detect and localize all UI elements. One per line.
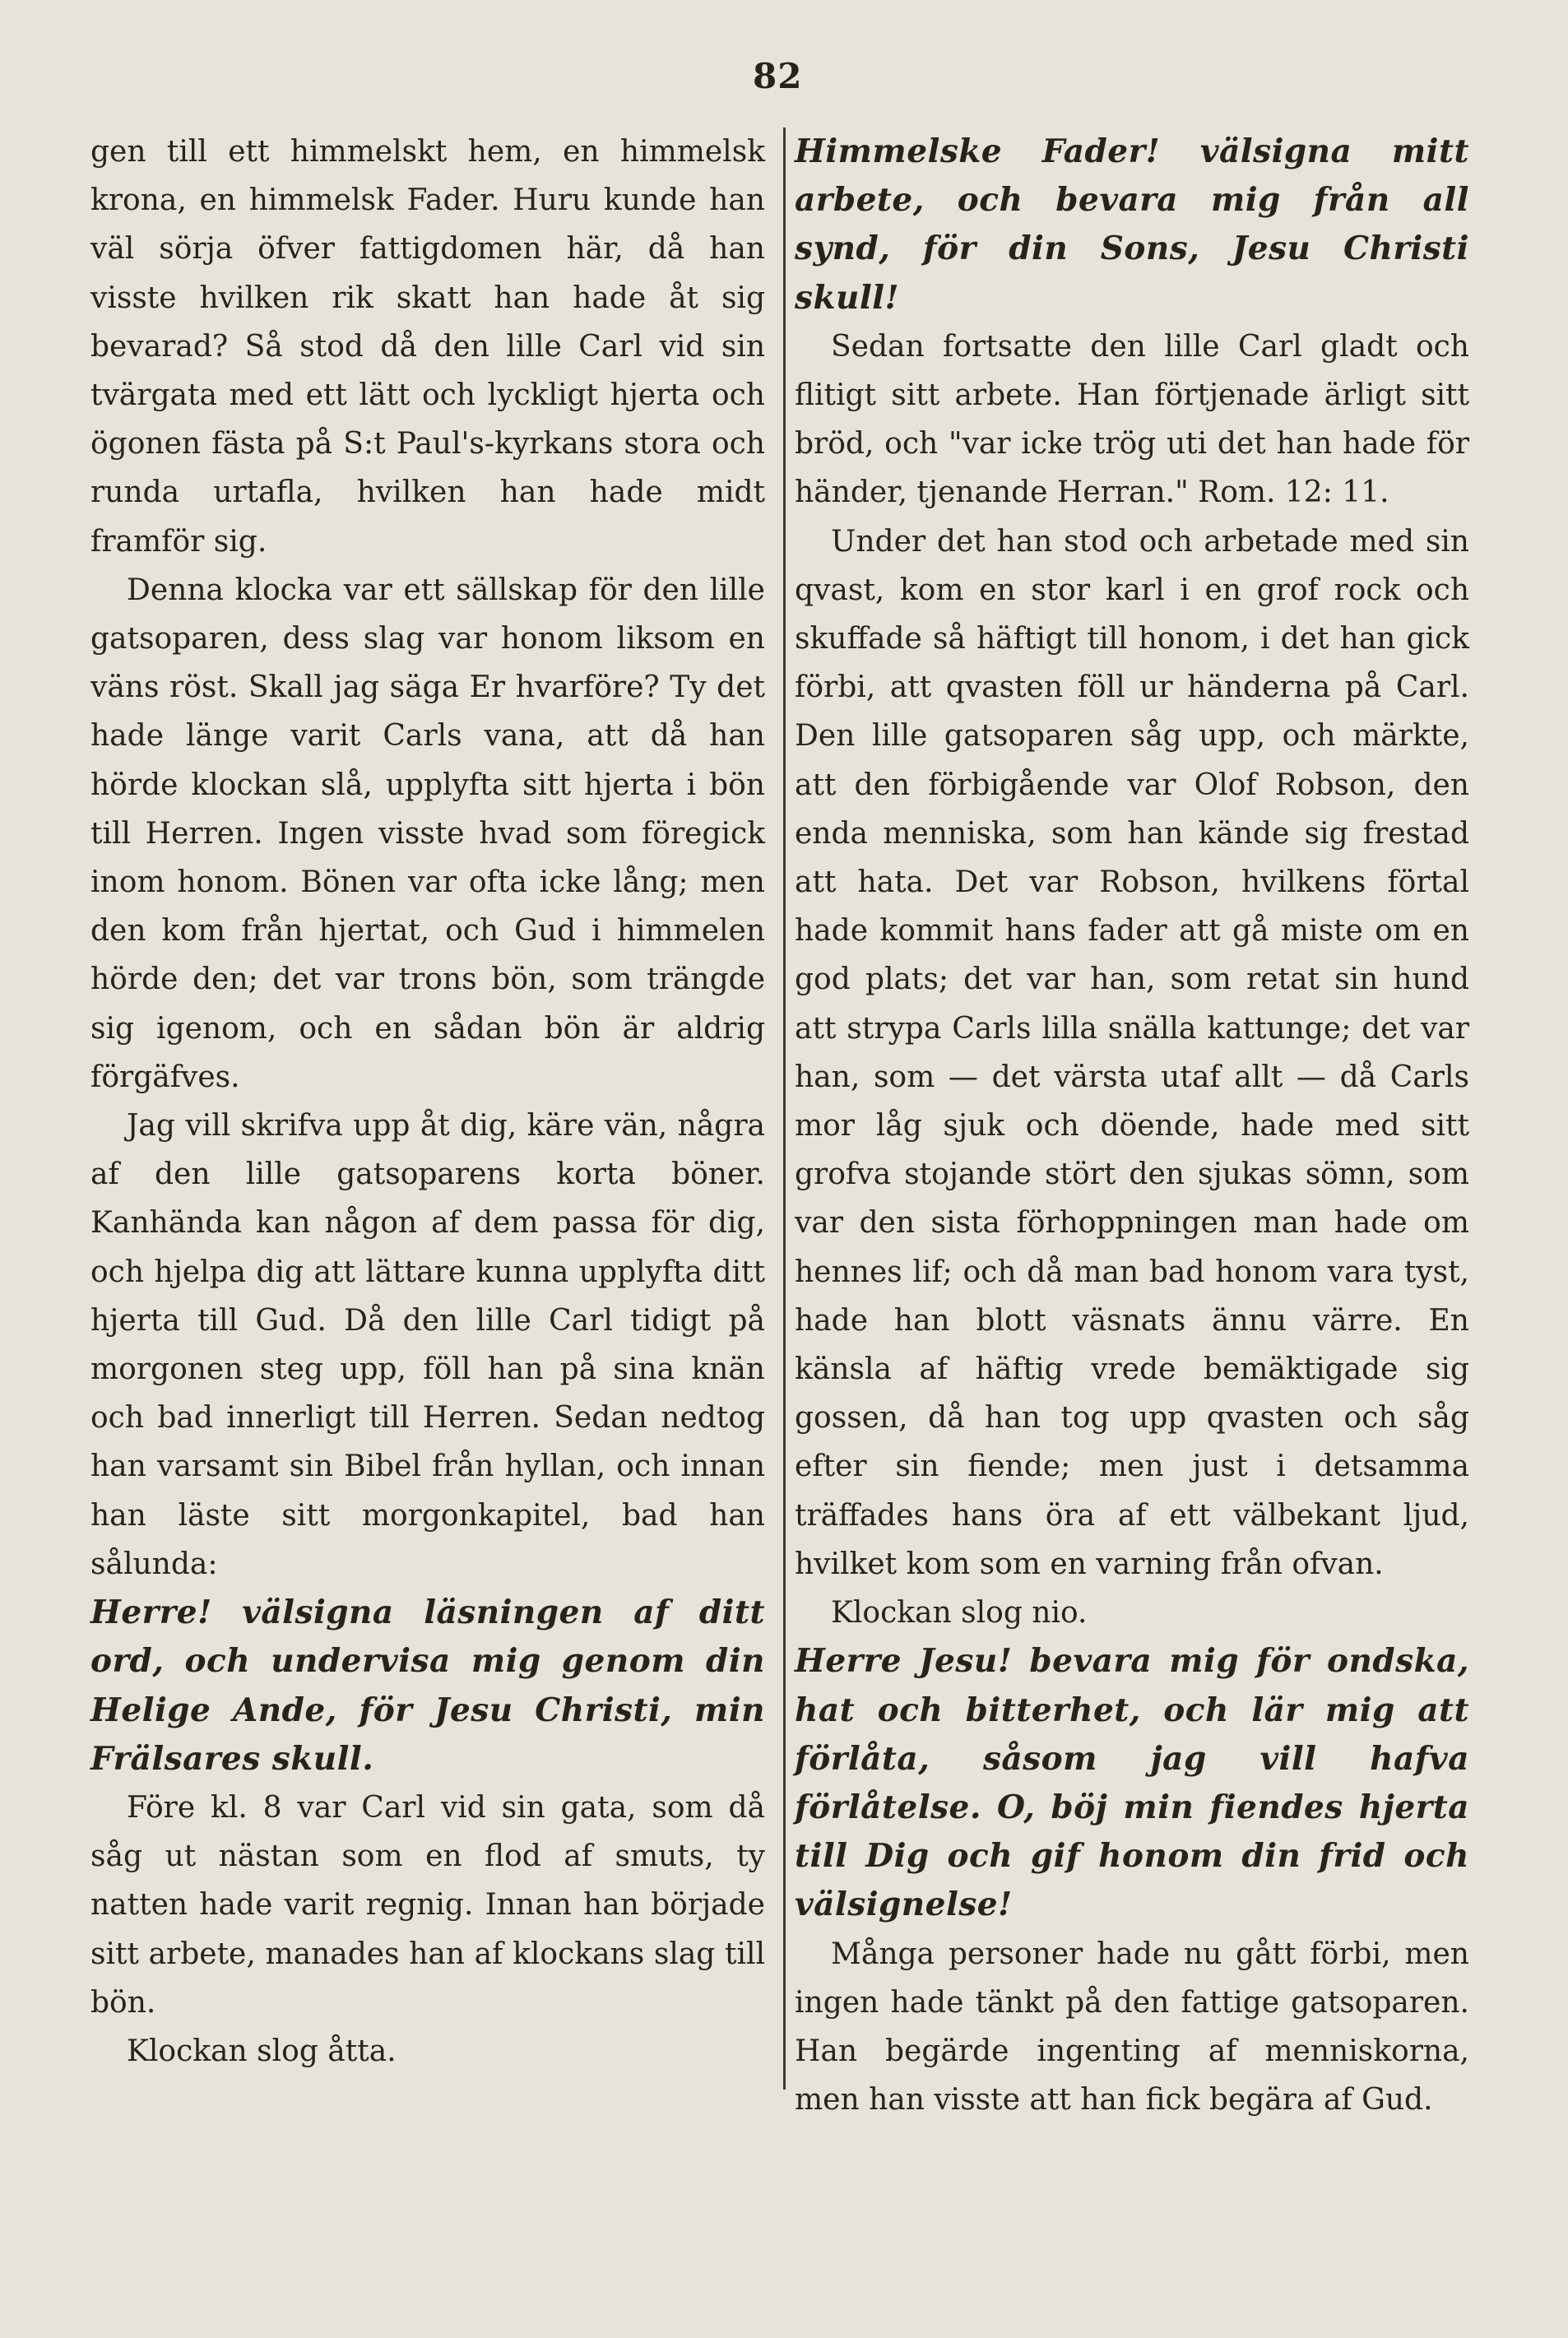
paragraph: Många personer hade nu gått förbi, men ingen hade tänkt på den fattige gatsoparen. Han begärde ingenting af menniskorna, men han visste att han fick begära af Gud. [795, 1937, 1469, 2118]
column-divider [783, 128, 786, 2090]
paragraph: gen till ett himmelskt hem, en himmelsk krona, en himmelsk Fader. Huru kunde han väl sörja öfver fattigdomen här, då han visste hvilken rik skatt han hade åt sig bevarad? Så stod då den lille Carl vid sin tvärgata med ett lätt och lyckligt hjerta och ögonen fästa på S:t Paul's-kyrkans stora och runda urtafla, hvilken han hade midt framför sig. [90, 135, 765, 559]
page-number: 82 [753, 56, 803, 96]
paragraph: Klockan slog åtta. [127, 2034, 397, 2068]
paragraph: Före kl. 8 var Carl vid sin gata, som då såg ut nästan som en flod af smuts, ty natten hade varit regnig. Innan han började sitt arbete, manades han af klockans slag till bön. [90, 1790, 765, 2020]
prayer-paragraph: Herre Jesu! bevara mig för ondska, hat och bitterhet, och lär mig att förlåta, såsom jag vill hafva förlåtelse. O, böj min fiendes hjerta till Dig och gif honom din frid och välsignelse! [795, 1642, 1469, 1924]
right-column [795, 128, 1469, 2124]
paragraph: Klockan slog nio. [831, 1596, 1088, 1631]
paragraph: Sedan fortsatte den lille Carl gladt och flitigt sitt arbete. Han förtjenade ärligt sitt bröd, och "var icke trög uti det han hade för händer, tjenande Herran." Rom. 12: 11. [795, 329, 1469, 510]
paragraph: Denna klocka var ett sällskap för den lille gatsoparen, dess slag var honom liksom en väns röst. Skall jag säga Er hvarföre? Ty det hade länge varit Carls vana, att då han hörde klockan slå, upplyfta sitt hjerta i bön till Herren. Ingen visste hvad som föregick inom honom. Bönen var ofta icke lång; men den kom från hjertat, och Gud i himmelen hörde den; det var trons bön, som trängde sig igenom, och en sådan bön är aldrig förgäfves. [90, 573, 765, 1094]
prayer-paragraph: Herre! välsigna läsningen af ditt ord, och undervisa mig genom din Helige Ande, för Jesu Christi, min Frälsares skull. [90, 1593, 765, 1778]
paragraph: Under det han stod och arbetade med sin qvast, kom en stor karl i en grof rock och skuffade så häftigt till honom, i det han gick förbi, att qvasten föll ur händerna på Carl. Den lille gatsoparen såg upp, och märkte, att den förbigående var Olof Robson, den enda menniska, som han kände sig frestad att hata. Det var Robson, hvilkens förtal hade kommit hans fader att gå miste om en god plats; det var han, som retat sin hund att strypa Carls lilla snälla kattunge; det var han, som — det värsta utaf allt — då Carls mor låg sjuk och döende, hade med sitt grofva stojande stört den sjukas sömn, som var den sista förhoppningen man hade om hennes lif; och då man bad honom vara tyst, hade han blott väsnats ännu värre. En känsla af häftig vrede bemäktigade sig gossen, då han tog upp qvasten och såg efter sin fiende; men just i detsamma träffades hans öra af ett välbekant ljud, hvilket kom som en varning från ofvan. [795, 524, 1469, 1581]
prayer-paragraph: Himmelske Fader! välsigna mitt arbete, och bevara mig från all synd, för din Sons, Jesu Christi skull! [795, 132, 1469, 317]
paragraph: Jag vill skrifva upp åt dig, käre vän, några af den lille gatsoparens korta böner. Kanhända kan någon af dem passa för dig, och hjelpa dig att lättare kunna upplyfta ditt hjerta till Gud. Då den lille Carl tidigt på morgonen steg upp, föll han på sina knän och bad innerligt till Herren. Sedan nedtog han varsamt sin Bibel från hyllan, och innan han läste sitt morgonkapitel, bad han sålunda: [90, 1109, 765, 1581]
left-column [90, 128, 765, 2076]
